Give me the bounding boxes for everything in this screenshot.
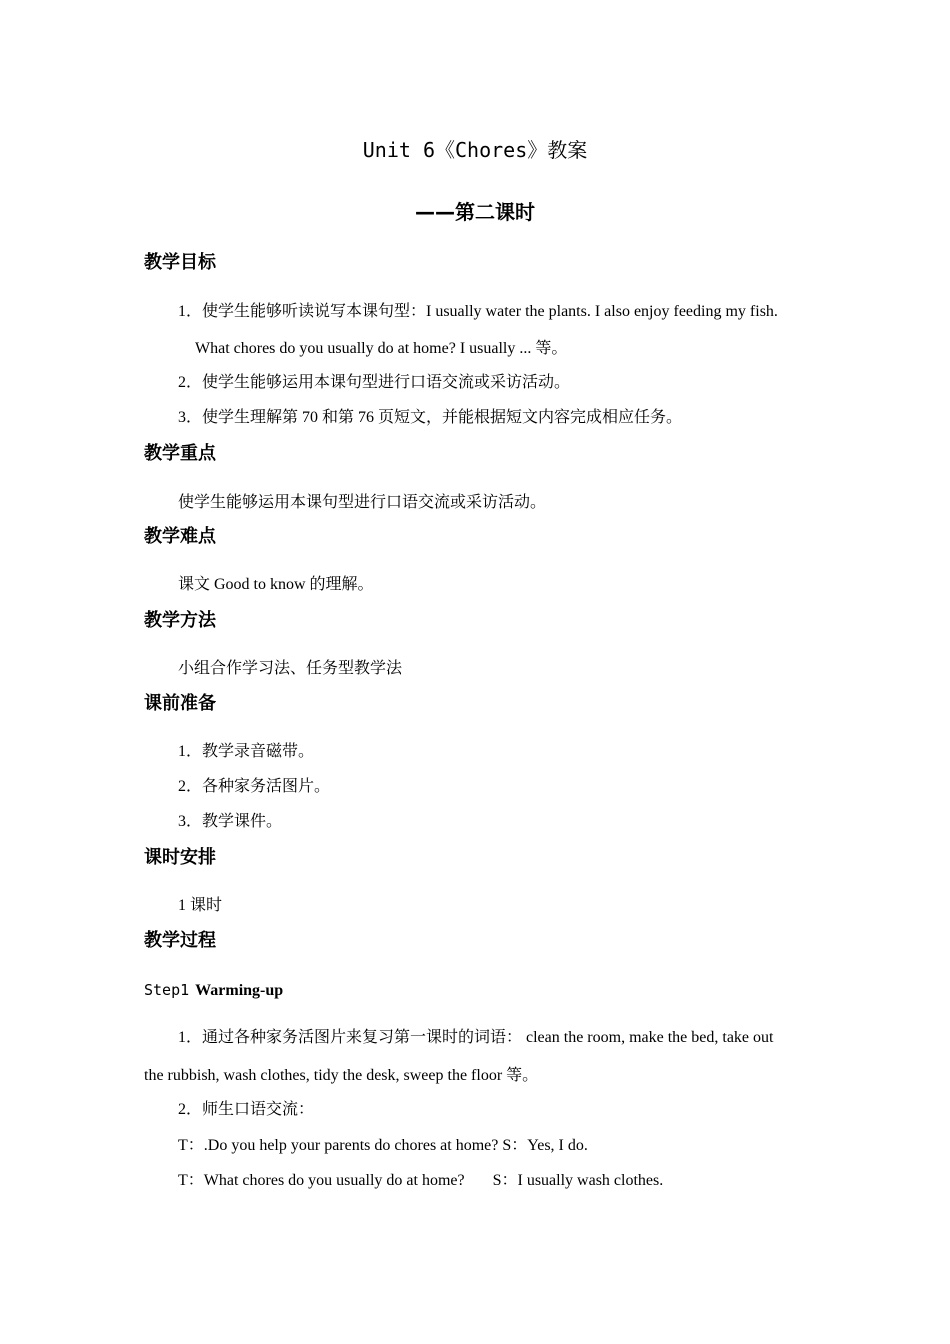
methods-text: 小组合作学习法、任务型教学法 bbox=[178, 660, 403, 677]
difficulties-text: 课文 Good to know 的理解。 bbox=[178, 576, 374, 593]
step-label: Step1 bbox=[144, 981, 190, 999]
difficulties-heading: 教学难点 bbox=[144, 526, 216, 547]
preparation-item-2: 2．各种家务活图片。 bbox=[178, 778, 331, 795]
preparation-item-3: 3．教学课件。 bbox=[178, 813, 283, 830]
process-line-1: 1．通过各种家务活图片来复习第一课时的词语： clean the room, make the bed, take out bbox=[178, 1029, 774, 1046]
objective-item-1: 1．使学生能够听读说写本课句型：I usually water the plants. I also enjoy feeding my fish. bbox=[178, 303, 778, 320]
key-points-heading: 教学重点 bbox=[144, 443, 216, 464]
objective-item-1-continued: What chores do you usually do at home? I usually ... 等。 bbox=[195, 340, 568, 357]
process-line-3: 2．师生口语交流： bbox=[178, 1101, 315, 1118]
process-heading: 教学过程 bbox=[144, 930, 216, 951]
schedule-text: 1 课时 bbox=[178, 897, 223, 914]
process-line-2: the rubbish, wash clothes, tidy the desk, sweep the floor 等。 bbox=[144, 1067, 539, 1084]
key-points-text: 使学生能够运用本课句型进行口语交流或采访活动。 bbox=[178, 494, 547, 511]
dialogue-line-1: T：.Do you help your parents do chores at home? S：Yes, I do. bbox=[178, 1137, 588, 1154]
preparation-heading: 课前准备 bbox=[144, 693, 216, 714]
schedule-heading: 课时安排 bbox=[144, 847, 216, 868]
dialogue-line-2: T：What chores do you usually do at home? S：I usually wash clothes. bbox=[178, 1172, 664, 1189]
preparation-item-1: 1．教学录音磁带。 bbox=[178, 743, 315, 760]
methods-heading: 教学方法 bbox=[144, 610, 216, 631]
objective-item-2: 2．使学生能够运用本课句型进行口语交流或采访活动。 bbox=[178, 374, 571, 391]
objectives-heading: 教学目标 bbox=[144, 252, 216, 273]
objective-item-3: 3．使学生理解第 70 和第 76 页短文，并能根据短文内容完成相应任务。 bbox=[178, 409, 683, 426]
document-title: Unit 6《Chores》教案 bbox=[362, 138, 588, 162]
step-title: Warming-up bbox=[195, 982, 284, 999]
step-heading bbox=[144, 980, 283, 1001]
document-subtitle: ——第二课时 bbox=[415, 200, 535, 224]
